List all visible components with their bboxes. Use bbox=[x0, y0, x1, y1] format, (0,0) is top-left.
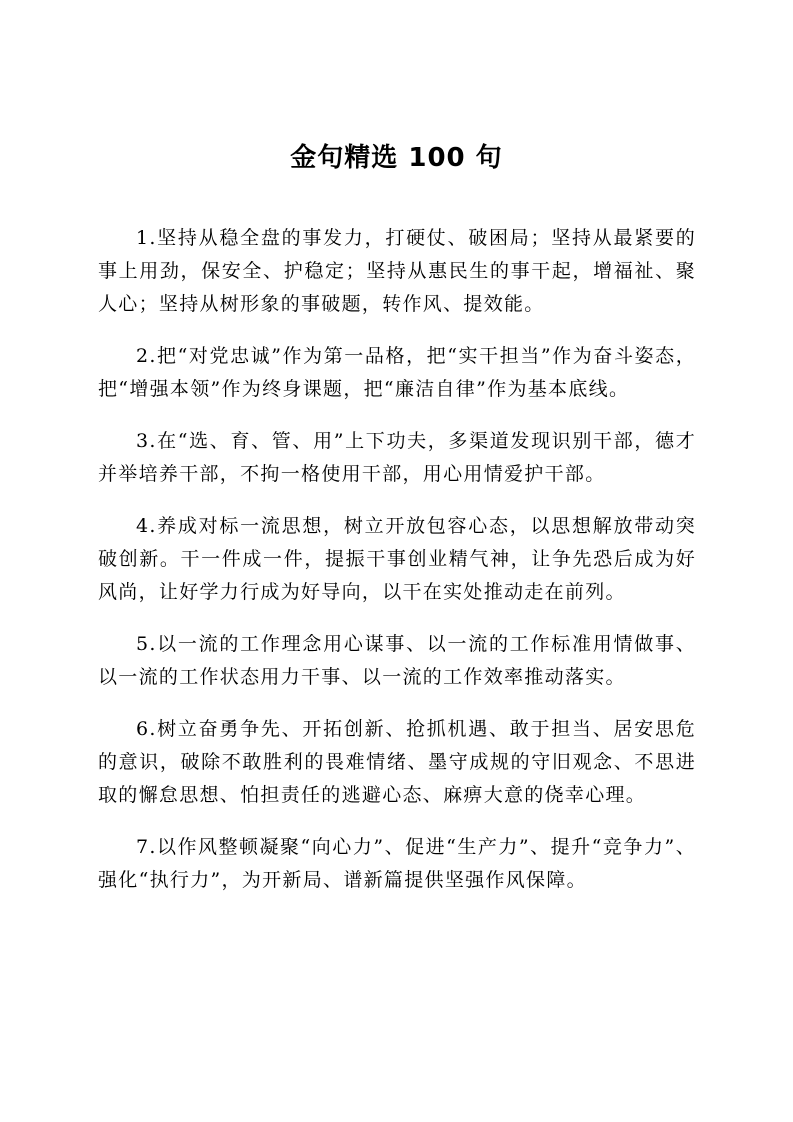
document-body bbox=[98, 222, 696, 916]
paragraph-4: 4.养成对标一流思想，树立开放包容心态，以思想解放带动突破创新。干一件成一件，提振干事创业精气神，让争先恐后成为好风尚，让好学力行成为好导向，以干在实处推动走在前列。 bbox=[98, 515, 696, 603]
paragraph-3: 3.在“选、育、管、用”上下功夫，多渠道发现识别干部，德才并举培养干部，不拘一格使用干部，用心用情爱护干部。 bbox=[98, 430, 696, 485]
paragraph-7: 7.以作风整顿凝聚“向心力”、促进“生产力”、提升“竞争力”、强化“执行力”，为开新局、谱新篇提供坚强作风保障。 bbox=[98, 836, 696, 891]
document-title: 金句精选 100 句 bbox=[290, 143, 503, 173]
paragraph-2: 2.把“对党忠诚”作为第一品格，把“实干担当”作为奋斗姿态，把“增强本领”作为终身课题，把“廉洁自律”作为基本底线。 bbox=[98, 345, 696, 400]
paragraph-5: 5.以一流的工作理念用心谋事、以一流的工作标准用情做事、以一流的工作状态用力干事、以一流的工作效率推动落实。 bbox=[98, 633, 696, 688]
paragraph-6: 6.树立奋勇争先、开拓创新、抢抓机遇、敢于担当、居安思危的意识，破除不敢胜利的畏难情绪、墨守成规的守旧观念、不思进取的懈怠思想、怕担责任的逃避心态、麻痹大意的侥幸心理。 bbox=[98, 718, 696, 806]
paragraph-1: 1.坚持从稳全盘的事发力，打硬仗、破困局；坚持从最紧要的事上用劲，保安全、护稳定；坚持从惠民生的事干起，增福祉、聚人心；坚持从树形象的事破题，转作风、提效能。 bbox=[98, 227, 696, 315]
